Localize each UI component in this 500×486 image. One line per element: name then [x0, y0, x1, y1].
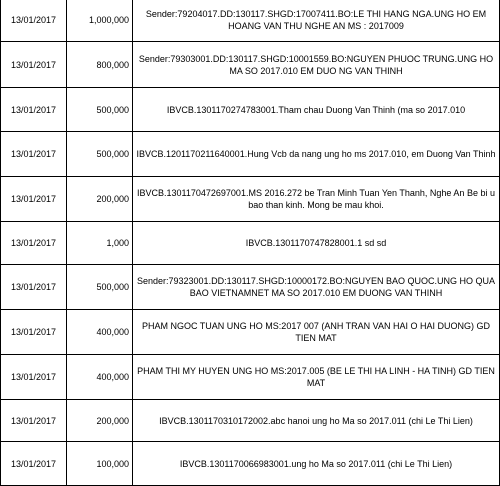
table-row — [1, 0, 500, 42]
row-description: PHAM THI MY HUYEN UNG HO MS:2017.005 (BE LE THI HA LINH - HA TINH) GD TIEN MAT — [133, 355, 500, 400]
row-date: 13/01/2017 — [1, 355, 67, 400]
row-description: Sender:79303001.DD:130117.SHGD:10001559.BO:NGUYEN PHUOC TRUNG.UNG HO MA SO 2017.010 EM DUO NG VAN THINH — [133, 42, 500, 88]
row-date: 13/01/2017 — [1, 177, 67, 222]
row-date: 13/01/2017 — [1, 442, 67, 486]
table-row — [1, 222, 500, 265]
row-amount: 400,000 — [67, 310, 133, 355]
row-description: IBVCB.1301170274783001.Tham chau Duong Van Thinh (ma so 2017.010 — [133, 88, 500, 132]
row-description: Sender:79204017.DD:130117.SHGD:17007411.BO:LE THI HANG NGA.UNG HO EM HOANG VAN THU NGHE AN MS : 2017009 — [133, 0, 500, 42]
table-row — [1, 310, 500, 355]
table-row — [1, 355, 500, 400]
table-row — [1, 265, 500, 310]
table-row — [1, 177, 500, 222]
row-date: 13/01/2017 — [1, 88, 67, 132]
row-date: 13/01/2017 — [1, 0, 67, 42]
row-amount: 400,000 — [67, 355, 133, 400]
row-description: IBVCB.1301170310172002.abc hanoi ung ho Ma so 2017.011 (chi Le Thi Lien) — [133, 400, 500, 442]
row-description: IBVCB.1201170211640001.Hung Vcb da nang ung ho ms 2017.010, em Duong Van Thinh — [133, 132, 500, 177]
row-description: IBVCB.1301170747828001.1 sd sd — [133, 222, 500, 265]
row-date: 13/01/2017 — [1, 42, 67, 88]
row-date: 13/01/2017 — [1, 222, 67, 265]
row-description: IBVCB.1301170472697001.MS 2016.272 be Tran Minh Tuan Yen Thanh, Nghe An Be bi u bao than kinh. Mong be mau khoi. — [133, 177, 500, 222]
row-date: 13/01/2017 — [1, 132, 67, 177]
table-row — [1, 400, 500, 442]
row-amount: 100,000 — [67, 442, 133, 486]
table-row — [1, 132, 500, 177]
row-description: Sender:79323001.DD:130117.SHGD:10000172.BO:NGUYEN BAO QUOC.UNG HO QUA BAO VIETNAMNET MA SO 2017.010 EM DUONG VAN THINH — [133, 265, 500, 310]
row-date: 13/01/2017 — [1, 400, 67, 442]
row-amount: 500,000 — [67, 265, 133, 310]
row-amount: 200,000 — [67, 400, 133, 442]
row-date: 13/01/2017 — [1, 310, 67, 355]
row-amount: 500,000 — [67, 132, 133, 177]
row-amount: 1,000,000 — [67, 0, 133, 42]
row-description: IBVCB.1301170066983001.ung ho Ma so 2017.011 (chi Le Thi Lien) — [133, 442, 500, 486]
row-amount: 800,000 — [67, 42, 133, 88]
table-row — [1, 88, 500, 132]
table-row — [1, 442, 500, 486]
row-amount: 500,000 — [67, 88, 133, 132]
row-date: 13/01/2017 — [1, 265, 67, 310]
row-amount: 1,000 — [67, 222, 133, 265]
row-amount: 200,000 — [67, 177, 133, 222]
row-description: PHAM NGOC TUAN UNG HO MS:2017 007 (ANH TRAN VAN HAI O HAI DUONG) GD TIEN MAT — [133, 310, 500, 355]
table-row — [1, 42, 500, 88]
